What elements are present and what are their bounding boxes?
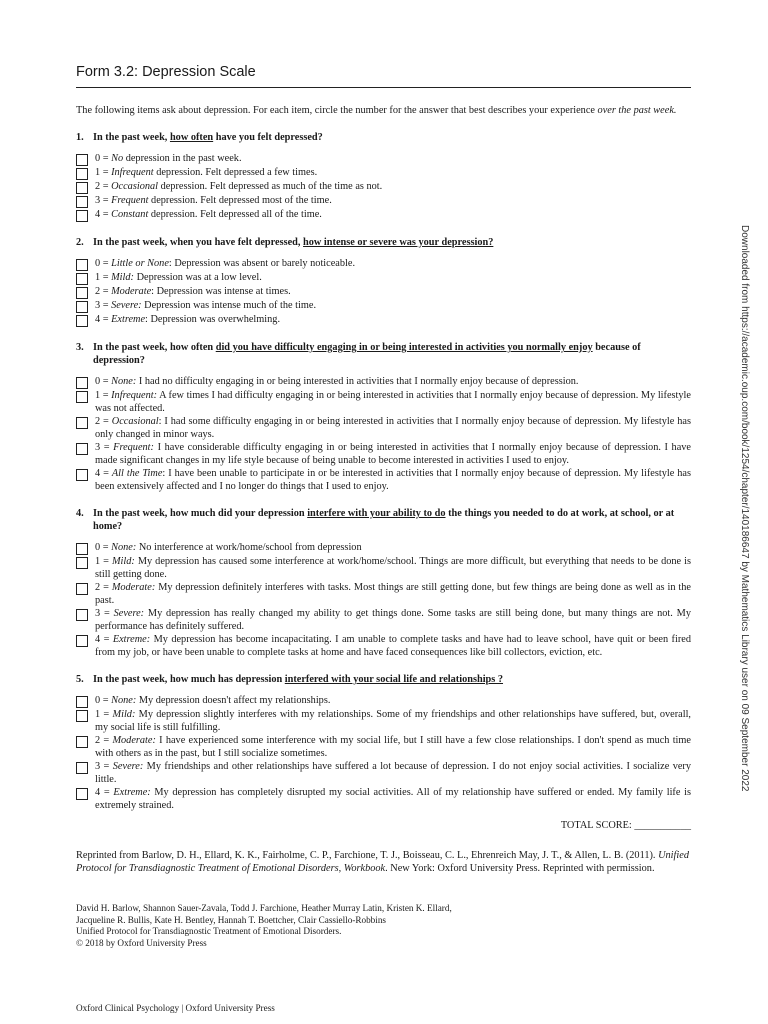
answer-text (95, 708, 691, 734)
answer-score: 3 = (95, 300, 112, 311)
answer-option (76, 271, 691, 285)
answer-text (95, 375, 691, 389)
answer-option (76, 375, 691, 389)
answer-checkbox[interactable] (76, 210, 88, 222)
question-heading (76, 673, 691, 686)
answer-checkbox[interactable] (76, 736, 88, 748)
answer-score: 2 = (95, 286, 112, 297)
question-list (76, 131, 691, 812)
answer-level: Mild: (111, 272, 134, 283)
download-notice: Downloaded from https://academic.oup.com/book/1254/chapter/140186647 by Mathematics Library user on 09 September 2022 (739, 225, 750, 792)
answer-text (95, 441, 691, 467)
answer-checkbox[interactable] (76, 469, 88, 481)
answer-checkbox[interactable] (76, 259, 88, 271)
answer-checkbox[interactable] (76, 635, 88, 647)
answer-text (95, 299, 691, 313)
answer-score: 0 = (95, 258, 112, 269)
question-text (93, 236, 493, 249)
answer-level: Frequent: (113, 442, 154, 453)
question-underlined: how intense or severe was your depression? (303, 237, 494, 248)
answer-description: I have considerable difficulty engaging in or being interested in activities that I normally enjoy because of depression. I have made significant changes in my life style because of being unable to become interested in activities I used to enjoy. (95, 442, 691, 466)
question-pre: In the past week, how much did your depression (93, 508, 308, 519)
answer-description: depression. Felt depressed a few times. (153, 167, 318, 178)
answer-score: 1 = (95, 390, 112, 401)
answer-checkbox[interactable] (76, 557, 88, 569)
question-number: 5. (76, 674, 84, 685)
form-page (76, 64, 691, 949)
question-pre: In the past week, when you have felt depressed, (93, 237, 304, 248)
answer-checkbox[interactable] (76, 315, 88, 327)
question-underlined: interfered with your social life and relationships ? (284, 674, 504, 685)
intro-emphasis: over the past week. (597, 105, 677, 116)
answer-level: Extreme: (112, 634, 151, 645)
question-post: have you felt depressed? (213, 132, 323, 143)
answer-description: A few times I had difficulty engaging in or being interested in activities that I normally enjoy because of depression. My lifestyle was not affected. (95, 390, 691, 414)
question-text (93, 341, 691, 367)
answer-text (95, 180, 691, 194)
answer-level: Constant (111, 209, 149, 220)
answer-level: Little or None (111, 258, 169, 269)
answer-text (95, 467, 691, 493)
answer-description: depression in the past week. (123, 153, 242, 164)
answer-checkbox[interactable] (76, 168, 88, 180)
answer-score: 4 = (95, 209, 112, 220)
question-pre: In the past week, (93, 132, 170, 143)
answer-text (95, 313, 691, 327)
answer-level: Frequent (111, 195, 149, 206)
answer-checkbox[interactable] (76, 301, 88, 313)
answer-checkbox[interactable] (76, 443, 88, 455)
answer-description: depression. Felt depressed most of the time. (148, 195, 332, 206)
answer-option (76, 208, 691, 222)
answer-description: My friendships and other relationships have suffered a lot because of depression. I do not enjoy social activities. I socialize very little. (95, 761, 691, 785)
answer-level: Mild: (112, 709, 136, 720)
answer-description: : Depression was overwhelming. (145, 314, 281, 325)
answer-level: Extreme (111, 314, 146, 325)
credits-line: David H. Barlow, Shannon Sauer-Zavala, Todd J. Farchione, Heather Murray Latin, Kristen K. Ellard, (76, 903, 452, 913)
answer-score: 1 = (95, 272, 112, 283)
answer-description: Depression was at a low level. (134, 272, 262, 283)
answer-option (76, 786, 691, 812)
answer-score: 0 = (95, 153, 112, 164)
answer-checkbox[interactable] (76, 696, 88, 708)
download-sidebar (730, 225, 756, 795)
answer-text (95, 257, 691, 271)
answer-text (95, 786, 691, 812)
credits-block (76, 903, 691, 949)
answer-option (76, 313, 691, 327)
reprint-text: Reprinted from Barlow, D. H., Ellard, K. K., Fairholme, C. P., Farchione, T. J., Boisseau, C. L., Ehrenreich May, J. T., & Allen, L. B. (2011). (76, 850, 659, 861)
answer-description: : Depression was intense at times. (151, 286, 291, 297)
reprint-notice (76, 849, 691, 875)
answer-level: Severe: (112, 761, 144, 772)
answer-text (95, 389, 691, 415)
answer-checkbox[interactable] (76, 273, 88, 285)
answer-score: 0 = (95, 376, 112, 387)
answer-score: 3 = (95, 761, 113, 772)
question-post: because of depression? (93, 342, 641, 366)
answer-checkbox[interactable] (76, 543, 88, 555)
answer-checkbox[interactable] (76, 391, 88, 403)
question-text (93, 507, 691, 533)
answer-checkbox[interactable] (76, 196, 88, 208)
answer-score: 3 = (95, 442, 114, 453)
answer-level: Severe: (113, 608, 145, 619)
answer-description: depression. Felt depressed as much of the time as not. (158, 181, 383, 192)
question-underlined: did you have difficulty engaging in or being interested in activities you normally enjoy (215, 342, 593, 353)
credits-line: © 2018 by Oxford University Press (76, 937, 207, 948)
answer-description: My depression has completely disrupted my social activities. All of my relationship have suffered or ended. My family life is extremely strained. (95, 787, 691, 811)
question-text (93, 673, 503, 686)
answer-level: Mild: (111, 556, 135, 567)
answer-checkbox[interactable] (76, 182, 88, 194)
answer-text (95, 194, 691, 208)
answer-description: My depression doesn't affect my relationships. (136, 695, 331, 706)
answer-option (76, 257, 691, 271)
answer-score: 0 = (95, 695, 112, 706)
answer-description: My depression has really changed my ability to get things done. Some tasks are still being done, but many things are not. My performance has definitely suffered. (95, 608, 691, 632)
answer-description: : Depression was absent or barely noticeable. (168, 258, 356, 269)
answer-score: 2 = (95, 582, 112, 593)
answer-option (76, 555, 691, 581)
answer-description: My depression has become incapacitating. I am unable to complete tasks and have had to leave school, have quit or been fired from my job, or have been unable to complete tasks at home and have faced consequences like bill collectors, eviction, etc. (95, 634, 691, 658)
answer-level: Occasional (111, 181, 159, 192)
answer-checkbox[interactable] (76, 287, 88, 299)
question-number: 2. (76, 237, 84, 248)
answer-level: None: (111, 542, 137, 553)
answer-description: No interference at work/home/school from depression (136, 542, 362, 553)
answer-score: 4 = (95, 634, 113, 645)
answer-option (76, 734, 691, 760)
answer-option (76, 694, 691, 708)
answer-level: No (111, 153, 124, 164)
answer-option (76, 467, 691, 493)
answer-checkbox[interactable] (76, 609, 88, 621)
reprint-publisher: . New York: Oxford University Press. Reprinted with permission. (385, 863, 655, 874)
answer-checkbox[interactable] (76, 154, 88, 166)
answer-level: Severe: (111, 300, 142, 311)
answer-option (76, 415, 691, 441)
answer-text (95, 581, 691, 607)
answer-option (76, 180, 691, 194)
answer-level: None: (111, 376, 137, 387)
answer-description: : I had some difficulty engaging in or being interested in activities that I normally enjoy because of depression. My lifestyle has only changed in minor ways. (95, 416, 691, 440)
answer-level: None: (111, 695, 137, 706)
answer-option (76, 708, 691, 734)
answer-text (95, 541, 691, 555)
answer-option (76, 581, 691, 607)
answer-text (95, 734, 691, 760)
question-heading (76, 236, 691, 249)
answer-description: My depression has caused some interference at work/home/school. Things are more difficult, but everything that needs to be done is still getting done. (95, 556, 691, 580)
question-text (93, 131, 323, 144)
answer-level: Moderate: (112, 735, 156, 746)
question-pre: In the past week, how much has depression (93, 674, 285, 685)
answer-checkbox[interactable] (76, 417, 88, 429)
answer-description: I have experienced some interference with my social life, but I still have a few close relationships. I don't spend as much time with others as in the past, but I still socialize sometimes. (95, 735, 691, 759)
answer-text (95, 285, 691, 299)
answer-level: Extreme: (113, 787, 151, 798)
answer-score: 1 = (95, 556, 112, 567)
question-underlined: interfere with your ability to do (307, 508, 446, 519)
answer-option (76, 633, 691, 659)
answer-level: Occasional (111, 416, 159, 427)
answer-level: Infrequent: (111, 390, 158, 401)
answer-option (76, 166, 691, 180)
answer-score: 1 = (95, 709, 113, 720)
answer-level: Moderate (111, 286, 152, 297)
credits-line: Jacqueline R. Bullis, Kate H. Bentley, Hannah T. Boettcher, Clair Cassiello-Robbins (76, 914, 386, 925)
answer-text (95, 694, 691, 708)
answer-score: 2 = (95, 735, 113, 746)
reprint-book-title: Unified Protocol for Transdiagnostic Treatment of Emotional Disorders, Workbook (76, 850, 689, 874)
answer-checkbox[interactable] (76, 788, 88, 800)
intro-paragraph (76, 104, 691, 117)
credits-line: Unified Protocol for Transdiagnostic Treatment of Emotional Disorders. (76, 926, 342, 936)
answer-option (76, 607, 691, 633)
answer-text (95, 415, 691, 441)
answer-text (95, 633, 691, 659)
answer-text (95, 208, 691, 222)
answer-description: : I have been unable to participate in or be interested in activities that I normally enjoy because of depression. My lifestyle has been extensively affected and I no longer do things that I used to enjoy. (95, 468, 692, 492)
answer-score: 2 = (95, 416, 112, 427)
question-pre: In the past week, how often (93, 342, 216, 353)
answer-description: depression. Felt depressed all of the time. (148, 209, 322, 220)
answer-option (76, 285, 691, 299)
answer-text (95, 271, 691, 285)
answer-level: Infrequent (111, 167, 154, 178)
answer-option (76, 152, 691, 166)
answer-score: 3 = (95, 195, 112, 206)
answer-text (95, 166, 691, 180)
question-number: 1. (76, 132, 84, 143)
total-score: TOTAL SCORE: ___________ (560, 820, 691, 831)
question-heading (76, 131, 691, 144)
answer-score: 4 = (95, 314, 112, 325)
answer-score: 1 = (95, 167, 112, 178)
answer-option (76, 760, 691, 786)
question-heading (76, 341, 691, 367)
intro-text: The following items ask about depression. For each item, circle the number for the answer that best describes your experience (76, 105, 598, 116)
answer-description: Depression was intense much of the time. (141, 300, 317, 311)
answer-text (95, 607, 691, 633)
answer-checkbox[interactable] (76, 710, 88, 722)
answer-description: My depression definitely interferes with tasks. Most things are still getting done, but few things are being done as well as in the past. (95, 582, 691, 606)
answer-level: All the Time (111, 468, 163, 479)
answer-option (76, 299, 691, 313)
form-title: Form 3.2: Depression Scale (76, 64, 691, 88)
question-underlined: how often (169, 132, 214, 143)
question-heading (76, 507, 691, 533)
answer-checkbox[interactable] (76, 583, 88, 595)
question-post: the things you needed to do at work, at school, or at home? (93, 508, 675, 532)
answer-text (95, 555, 691, 581)
answer-option (76, 441, 691, 467)
answer-description: My depression slightly interferes with my relationships. Some of my friendships and other relationships have suffered, but, overall, my social life is still fulfilling. (95, 709, 692, 733)
answer-option (76, 194, 691, 208)
answer-text (95, 152, 691, 166)
answer-checkbox[interactable] (76, 762, 88, 774)
answer-score: 3 = (95, 608, 114, 619)
page-footer: Oxford Clinical Psychology | Oxford University Press (76, 1003, 275, 1013)
answer-text (95, 760, 691, 786)
answer-score: 4 = (95, 787, 114, 798)
question-number: 3. (76, 342, 84, 353)
answer-option (76, 541, 691, 555)
answer-score: 2 = (95, 181, 112, 192)
answer-level: Moderate: (111, 582, 156, 593)
answer-option (76, 389, 691, 415)
answer-score: 0 = (95, 542, 112, 553)
question-number: 4. (76, 508, 84, 519)
answer-checkbox[interactable] (76, 377, 88, 389)
answer-score: 4 = (95, 468, 112, 479)
answer-description: I had no difficulty engaging in or being interested in activities that I normally enjoy because of depression. (136, 376, 579, 387)
